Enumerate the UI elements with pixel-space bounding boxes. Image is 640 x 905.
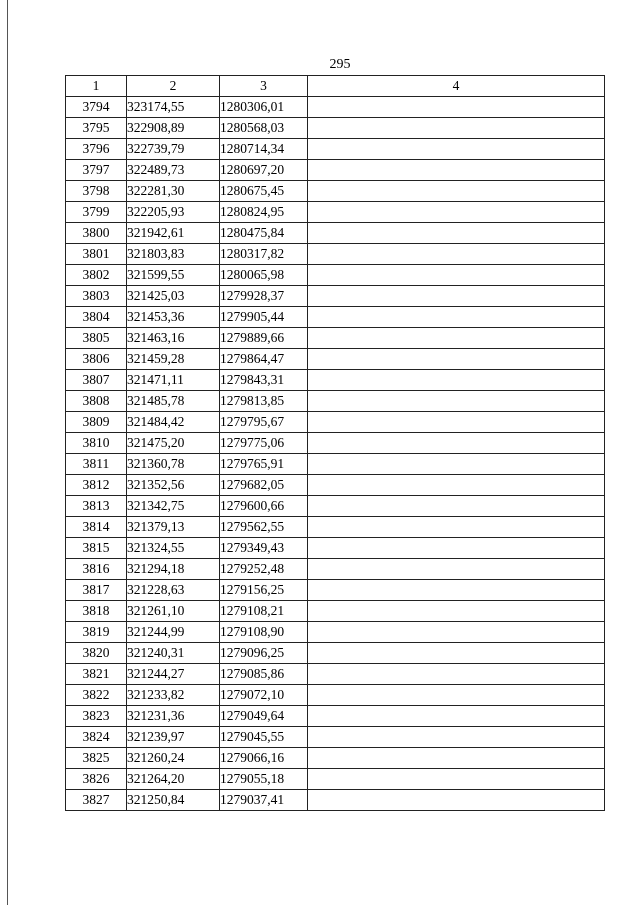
point-number-cell: 3816 (66, 559, 127, 580)
point-number-cell: 3800 (66, 223, 127, 244)
y-coordinate-cell: 1279765,91 (220, 454, 308, 475)
y-coordinate-cell: 1279096,25 (220, 643, 308, 664)
point-number-cell: 3813 (66, 496, 127, 517)
description-cell (308, 580, 605, 601)
point-number-cell: 3826 (66, 769, 127, 790)
x-coordinate-cell: 321425,03 (127, 286, 220, 307)
table-row (66, 790, 605, 811)
x-coordinate-cell: 321260,24 (127, 748, 220, 769)
point-number-cell: 3803 (66, 286, 127, 307)
point-number-cell: 3815 (66, 538, 127, 559)
y-coordinate-cell: 1279072,10 (220, 685, 308, 706)
y-coordinate-cell: 1279843,31 (220, 370, 308, 391)
description-cell (308, 160, 605, 181)
point-number-cell: 3802 (66, 265, 127, 286)
description-cell (308, 181, 605, 202)
point-number-cell: 3806 (66, 349, 127, 370)
y-coordinate-cell: 1279864,47 (220, 349, 308, 370)
point-number-cell: 3824 (66, 727, 127, 748)
table-row (66, 160, 605, 181)
table-header (66, 76, 605, 97)
description-cell (308, 706, 605, 727)
x-coordinate-cell: 321352,56 (127, 475, 220, 496)
table-row (66, 496, 605, 517)
x-coordinate-cell: 322205,93 (127, 202, 220, 223)
description-cell (308, 349, 605, 370)
x-coordinate-cell: 321239,97 (127, 727, 220, 748)
x-coordinate-cell: 321294,18 (127, 559, 220, 580)
y-coordinate-cell: 1279085,86 (220, 664, 308, 685)
x-coordinate-cell: 321475,20 (127, 433, 220, 454)
x-coordinate-cell: 321250,84 (127, 790, 220, 811)
table-row (66, 475, 605, 496)
column-header-1: 1 (66, 76, 127, 97)
description-cell (308, 538, 605, 559)
x-coordinate-cell: 321231,36 (127, 706, 220, 727)
table-row (66, 139, 605, 160)
point-number-cell: 3797 (66, 160, 127, 181)
point-number-cell: 3818 (66, 601, 127, 622)
point-number-cell: 3814 (66, 517, 127, 538)
point-number-cell: 3799 (66, 202, 127, 223)
table-row (66, 643, 605, 664)
point-number-cell: 3820 (66, 643, 127, 664)
table-row (66, 622, 605, 643)
coordinates-table (65, 75, 605, 811)
y-coordinate-cell: 1280475,84 (220, 223, 308, 244)
description-cell (308, 391, 605, 412)
y-coordinate-cell: 1280065,98 (220, 265, 308, 286)
x-coordinate-cell: 322908,89 (127, 118, 220, 139)
description-cell (308, 685, 605, 706)
point-number-cell: 3812 (66, 475, 127, 496)
table-row (66, 685, 605, 706)
y-coordinate-cell: 1280714,34 (220, 139, 308, 160)
point-number-cell: 3810 (66, 433, 127, 454)
table-row (66, 202, 605, 223)
point-number-cell: 3795 (66, 118, 127, 139)
description-cell (308, 412, 605, 433)
point-number-cell: 3825 (66, 748, 127, 769)
y-coordinate-cell: 1279037,41 (220, 790, 308, 811)
table-row (66, 559, 605, 580)
description-cell (308, 265, 605, 286)
description-cell (308, 328, 605, 349)
table-row (66, 244, 605, 265)
x-coordinate-cell: 321244,27 (127, 664, 220, 685)
table-row (66, 538, 605, 559)
point-number-cell: 3808 (66, 391, 127, 412)
y-coordinate-cell: 1279108,90 (220, 622, 308, 643)
point-number-cell: 3811 (66, 454, 127, 475)
y-coordinate-cell: 1279795,67 (220, 412, 308, 433)
table-row (66, 769, 605, 790)
description-cell (308, 286, 605, 307)
table-row (66, 223, 605, 244)
scan-edge-line (7, 0, 8, 905)
point-number-cell: 3794 (66, 97, 127, 118)
point-number-cell: 3819 (66, 622, 127, 643)
header-row (66, 76, 605, 97)
x-coordinate-cell: 321942,61 (127, 223, 220, 244)
point-number-cell: 3801 (66, 244, 127, 265)
x-coordinate-cell: 321453,36 (127, 307, 220, 328)
column-header-3: 3 (220, 76, 308, 97)
table-row (66, 433, 605, 454)
table-row (66, 328, 605, 349)
description-cell (308, 433, 605, 454)
x-coordinate-cell: 322739,79 (127, 139, 220, 160)
point-number-cell: 3807 (66, 370, 127, 391)
table-body (66, 97, 605, 811)
y-coordinate-cell: 1279905,44 (220, 307, 308, 328)
y-coordinate-cell: 1280675,45 (220, 181, 308, 202)
x-coordinate-cell: 321233,82 (127, 685, 220, 706)
point-number-cell: 3805 (66, 328, 127, 349)
table-row (66, 580, 605, 601)
x-coordinate-cell: 321261,10 (127, 601, 220, 622)
table-row (66, 706, 605, 727)
table-row (66, 664, 605, 685)
x-coordinate-cell: 322281,30 (127, 181, 220, 202)
description-cell (308, 475, 605, 496)
description-cell (308, 307, 605, 328)
description-cell (308, 223, 605, 244)
table-row (66, 517, 605, 538)
y-coordinate-cell: 1279775,06 (220, 433, 308, 454)
page-number: 295 (329, 57, 351, 72)
description-cell (308, 622, 605, 643)
description-cell (308, 769, 605, 790)
description-cell (308, 748, 605, 769)
point-number-cell: 3822 (66, 685, 127, 706)
y-coordinate-cell: 1279600,66 (220, 496, 308, 517)
description-cell (308, 790, 605, 811)
description-cell (308, 559, 605, 580)
description-cell (308, 601, 605, 622)
description-cell (308, 517, 605, 538)
table-row (66, 391, 605, 412)
description-cell (308, 244, 605, 265)
x-coordinate-cell: 321484,42 (127, 412, 220, 433)
column-header-2: 2 (127, 76, 220, 97)
x-coordinate-cell: 321471,11 (127, 370, 220, 391)
y-coordinate-cell: 1279928,37 (220, 286, 308, 307)
point-number-cell: 3804 (66, 307, 127, 328)
x-coordinate-cell: 321244,99 (127, 622, 220, 643)
description-cell (308, 139, 605, 160)
x-coordinate-cell: 321485,78 (127, 391, 220, 412)
description-cell (308, 643, 605, 664)
y-coordinate-cell: 1280568,03 (220, 118, 308, 139)
point-number-cell: 3817 (66, 580, 127, 601)
point-number-cell: 3827 (66, 790, 127, 811)
table-row (66, 454, 605, 475)
point-number-cell: 3798 (66, 181, 127, 202)
description-cell (308, 727, 605, 748)
x-coordinate-cell: 321360,78 (127, 454, 220, 475)
x-coordinate-cell: 321342,75 (127, 496, 220, 517)
point-number-cell: 3823 (66, 706, 127, 727)
x-coordinate-cell: 321463,16 (127, 328, 220, 349)
table-row (66, 181, 605, 202)
x-coordinate-cell: 321459,28 (127, 349, 220, 370)
x-coordinate-cell: 322489,73 (127, 160, 220, 181)
table-row (66, 265, 605, 286)
description-cell (308, 664, 605, 685)
y-coordinate-cell: 1279349,43 (220, 538, 308, 559)
y-coordinate-cell: 1280697,20 (220, 160, 308, 181)
y-coordinate-cell: 1280317,82 (220, 244, 308, 265)
y-coordinate-cell: 1279045,55 (220, 727, 308, 748)
table-row (66, 748, 605, 769)
table-row (66, 307, 605, 328)
y-coordinate-cell: 1279682,05 (220, 475, 308, 496)
description-cell (308, 97, 605, 118)
x-coordinate-cell: 321240,31 (127, 643, 220, 664)
table-row (66, 97, 605, 118)
y-coordinate-cell: 1280306,01 (220, 97, 308, 118)
table-row (66, 370, 605, 391)
x-coordinate-cell: 321379,13 (127, 517, 220, 538)
table-row (66, 601, 605, 622)
point-number-cell: 3809 (66, 412, 127, 433)
x-coordinate-cell: 321264,20 (127, 769, 220, 790)
y-coordinate-cell: 1279049,64 (220, 706, 308, 727)
x-coordinate-cell: 321324,55 (127, 538, 220, 559)
description-cell (308, 370, 605, 391)
y-coordinate-cell: 1279562,55 (220, 517, 308, 538)
y-coordinate-cell: 1279055,18 (220, 769, 308, 790)
table-row (66, 349, 605, 370)
y-coordinate-cell: 1280824,95 (220, 202, 308, 223)
y-coordinate-cell: 1279108,21 (220, 601, 308, 622)
y-coordinate-cell: 1279066,16 (220, 748, 308, 769)
table-row (66, 727, 605, 748)
point-number-cell: 3796 (66, 139, 127, 160)
y-coordinate-cell: 1279156,25 (220, 580, 308, 601)
table-row (66, 412, 605, 433)
column-header-4: 4 (308, 76, 605, 97)
y-coordinate-cell: 1279813,85 (220, 391, 308, 412)
y-coordinate-cell: 1279889,66 (220, 328, 308, 349)
description-cell (308, 496, 605, 517)
x-coordinate-cell: 321228,63 (127, 580, 220, 601)
table-row (66, 118, 605, 139)
description-cell (308, 454, 605, 475)
y-coordinate-cell: 1279252,48 (220, 559, 308, 580)
point-number-cell: 3821 (66, 664, 127, 685)
x-coordinate-cell: 323174,55 (127, 97, 220, 118)
x-coordinate-cell: 321803,83 (127, 244, 220, 265)
description-cell (308, 118, 605, 139)
table-row (66, 286, 605, 307)
description-cell (308, 202, 605, 223)
x-coordinate-cell: 321599,55 (127, 265, 220, 286)
